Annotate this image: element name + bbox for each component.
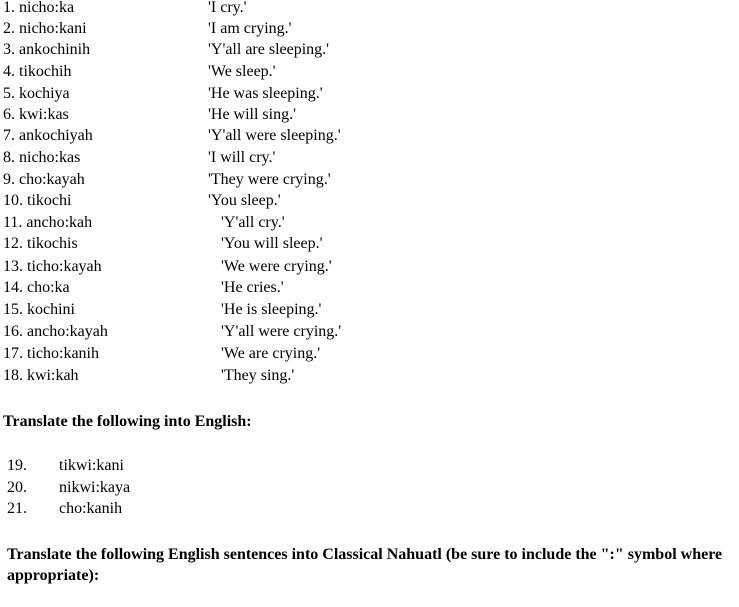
exercise-number: 21.	[7, 500, 27, 517]
english-gloss: 'They sing.'	[221, 367, 295, 384]
english-gloss: 'Y'all were crying.'	[221, 323, 342, 340]
nahuatl-word: 3. ankochinih	[3, 41, 91, 58]
english-gloss: 'You will sleep.'	[221, 235, 323, 252]
english-gloss: 'Y'all were sleeping.'	[208, 127, 341, 144]
nahuatl-word: 8. nicho:kas	[3, 149, 81, 166]
english-gloss: 'He is sleeping.'	[221, 301, 322, 318]
exercise-word: cho:kanih	[59, 500, 123, 517]
nahuatl-word: 12. tikochis	[3, 235, 78, 252]
nahuatl-word: 2. nicho:kani	[3, 20, 87, 37]
translate-to-english-heading: Translate the following into English:	[3, 413, 252, 430]
nahuatl-word: 10. tikochi	[3, 192, 72, 209]
english-gloss: 'They were crying.'	[208, 171, 331, 188]
nahuatl-word: 7. ankochiyah	[3, 127, 93, 144]
english-gloss: 'We were crying.'	[221, 258, 332, 275]
english-gloss: 'You sleep.'	[208, 192, 281, 209]
english-gloss: 'Y'all are sleeping.'	[208, 41, 330, 58]
english-gloss: 'He was sleeping.'	[208, 85, 323, 102]
nahuatl-word: 14. cho:ka	[3, 279, 70, 296]
english-gloss: 'I will cry.'	[208, 149, 276, 166]
nahuatl-word: 13. ticho:kayah	[3, 258, 102, 275]
nahuatl-word: 18. kwi:kah	[3, 367, 79, 384]
english-gloss: 'We sleep.'	[208, 63, 276, 80]
nahuatl-word: 4. tikochih	[3, 63, 72, 80]
nahuatl-word: 6. kwi:kas	[3, 106, 69, 123]
english-gloss: 'I am crying.'	[208, 20, 292, 37]
exercise-number: 20.	[7, 479, 27, 496]
nahuatl-word: 17. ticho:kanih	[3, 345, 99, 362]
exercise-number: 19.	[7, 457, 27, 474]
exercise-word: tikwi:kani	[59, 457, 124, 474]
translate-to-nahuatl-heading: Translate the following English sentences into Classical Nahuatl (be sure to include the ":" symbol where appropriate):	[7, 546, 723, 584]
nahuatl-word: 1. nicho:ka	[3, 0, 75, 16]
nahuatl-word: 15. kochini	[3, 301, 75, 318]
english-gloss: 'He will sing.'	[208, 106, 296, 123]
nahuatl-word: 9. cho:kayah	[3, 171, 85, 188]
exercise-word: nikwi:kaya	[59, 479, 131, 496]
nahuatl-word: 11. ancho:kah	[3, 214, 93, 231]
nahuatl-word: 5. kochiya	[3, 85, 70, 102]
english-gloss: 'Y'all cry.'	[221, 214, 285, 231]
english-gloss: 'I cry.'	[208, 0, 247, 16]
nahuatl-word: 16. ancho:kayah	[3, 323, 108, 340]
english-gloss: 'We are crying.'	[221, 345, 321, 362]
english-gloss: 'He cries.'	[221, 279, 284, 296]
